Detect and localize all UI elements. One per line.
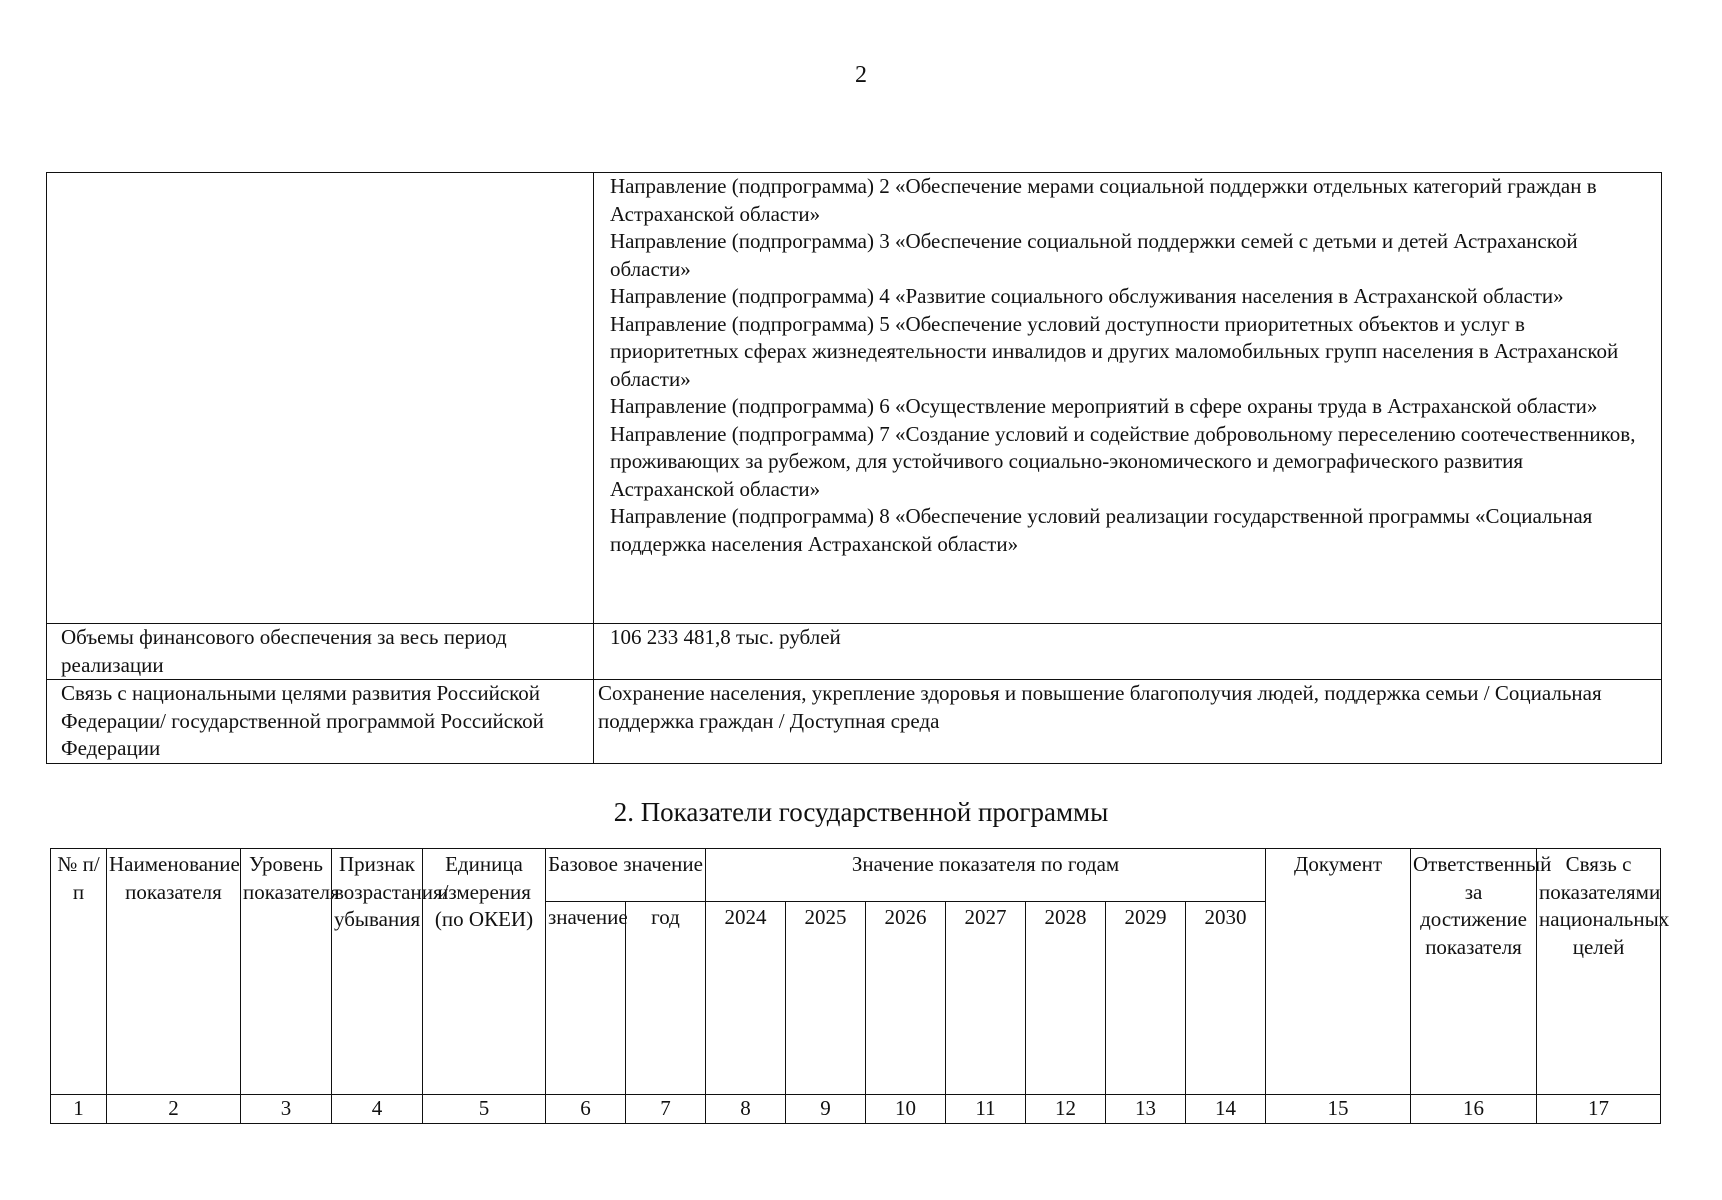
header-sign: Признак возрастания/ убывания xyxy=(332,849,423,1095)
header-unit: Единица измерения (по ОКЕИ) xyxy=(423,849,546,1095)
column-number: 10 xyxy=(866,1095,946,1124)
header-year: 2029 xyxy=(1106,902,1186,1095)
funding-row xyxy=(47,624,1662,680)
column-number: 4 xyxy=(332,1095,423,1124)
column-number: 12 xyxy=(1026,1095,1106,1124)
column-number: 17 xyxy=(1537,1095,1661,1124)
header-by-years: Значение показателя по годам xyxy=(706,849,1266,902)
funding-value: 106 233 481,8 тыс. рублей xyxy=(594,624,1662,680)
national-goals-row xyxy=(47,680,1662,764)
column-number: 9 xyxy=(786,1095,866,1124)
header-base-value: значение xyxy=(546,902,626,1095)
header-base-year: год xyxy=(626,902,706,1095)
indicators-table xyxy=(50,848,1670,1124)
header-year: 2030 xyxy=(1186,902,1266,1095)
column-number: 16 xyxy=(1411,1095,1537,1124)
column-number: 2 xyxy=(107,1095,241,1124)
column-number: 3 xyxy=(241,1095,332,1124)
directions-list xyxy=(594,173,1662,624)
header-row-1 xyxy=(51,849,1661,902)
directions-row xyxy=(47,173,1662,624)
direction-item: Направление (подпрограмма) 3 «Обеспечение социальной поддержки семей с детьми и детей Астраханской области» xyxy=(610,229,1578,281)
direction-item: Направление (подпрограмма) 7 «Создание условий и содействие добровольному переселению соотечественников, проживающих за рубежом, для устойчивого социально-экономического и демографического развития Астраханской области» xyxy=(610,421,1636,501)
direction-item: Направление (подпрограмма) 6 «Осуществление мероприятий в сфере охраны труда в Астраханской области» xyxy=(610,394,1598,418)
direction-item: Направление (подпрограмма) 5 «Обеспечение условий доступности приоритетных объектов и услуг в приоритетных сферах жизнедеятельности инвалидов и других маломобильных групп населения в Астраханской области» xyxy=(610,311,1619,391)
direction-item: Направление (подпрограмма) 4 «Развитие социального обслуживания населения в Астраханской области» xyxy=(610,284,1564,308)
direction-item: Направление (подпрограмма) 2 «Обеспечение мерами социальной поддержки отдельных категорий граждан в Астраханской области» xyxy=(610,174,1597,226)
header-national-goals: Связь с показателями национальных целей xyxy=(1537,849,1661,1095)
funding-label: Объемы финансового обеспечения за весь период реализации xyxy=(47,624,594,680)
national-goals-label: Связь с национальными целями развития Российской Федерации/ государственной программой Российской Федерации xyxy=(47,680,594,764)
header-responsible: Ответственный за достижение показателя xyxy=(1411,849,1537,1095)
section-title: 2. Показатели государственной программы xyxy=(613,797,1109,827)
header-year: 2024 xyxy=(706,902,786,1095)
column-number: 14 xyxy=(1186,1095,1266,1124)
column-numbers-row xyxy=(51,1095,1661,1124)
column-number: 1 xyxy=(51,1095,107,1124)
column-number: 8 xyxy=(706,1095,786,1124)
column-number: 11 xyxy=(946,1095,1026,1124)
header-name: Наименование показателя xyxy=(107,849,241,1095)
header-year: 2027 xyxy=(946,902,1026,1095)
column-number: 15 xyxy=(1266,1095,1411,1124)
header-base: Базовое значение xyxy=(546,849,706,902)
header-num: № п/п xyxy=(51,849,107,1095)
column-number: 7 xyxy=(626,1095,706,1124)
column-number: 13 xyxy=(1106,1095,1186,1124)
directions-label-cell xyxy=(47,173,594,624)
passport-table xyxy=(46,172,1662,764)
national-goals-value: Сохранение населения, укрепление здоровья и повышение благополучия людей, поддержка семьи / Социальная поддержка граждан / Доступная среда xyxy=(594,680,1662,764)
header-year: 2025 xyxy=(786,902,866,1095)
header-document: Документ xyxy=(1266,849,1411,1095)
column-number: 5 xyxy=(423,1095,546,1124)
header-year: 2028 xyxy=(1026,902,1106,1095)
column-number: 6 xyxy=(546,1095,626,1124)
page-number: 2 xyxy=(855,62,867,88)
header-year: 2026 xyxy=(866,902,946,1095)
direction-item: Направление (подпрограмма) 8 «Обеспечение условий реализации государственной программы «Социальная поддержка населения Астраханской области» xyxy=(610,504,1593,556)
header-level: Уровень показателя xyxy=(241,849,332,1095)
